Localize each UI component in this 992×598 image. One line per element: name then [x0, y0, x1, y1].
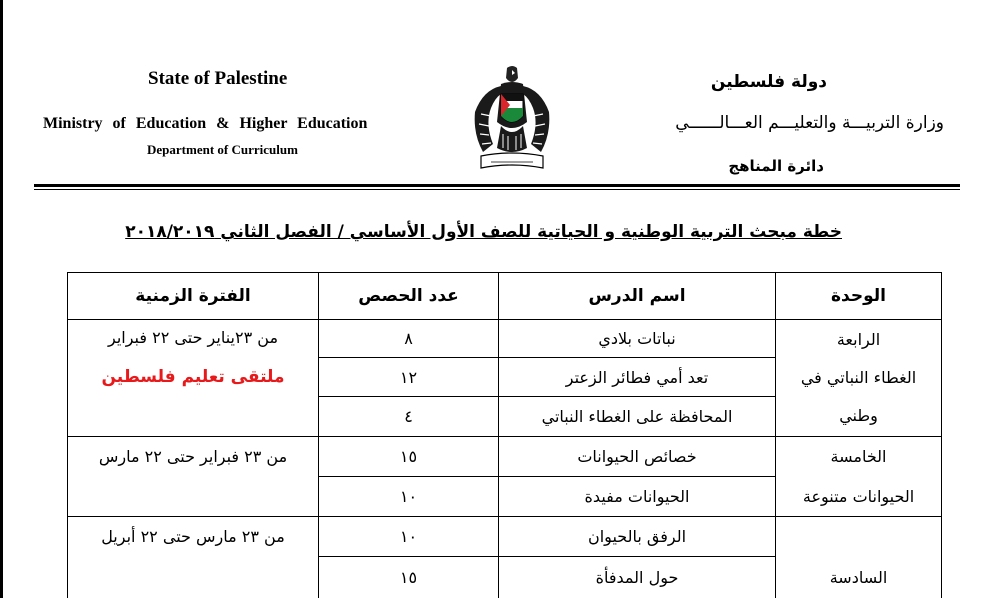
plan-title: خطة مبحث التربية الوطنية و الحياتية للصف الأول الأساسي / الفصل الثاني ٢٠١٨/٢٠١٩ — [125, 222, 842, 242]
header-en-ministry: Ministry of Education & Higher Education — [43, 115, 368, 132]
lesson-cell: تعد أمي فطائر الزعتر — [565, 367, 709, 387]
palestine-eagle-emblem-icon — [471, 64, 553, 176]
timeframe-1: من ٢٣يناير حتى ٢٢ فبراير — [108, 328, 279, 347]
periods-cell: ١٥ — [399, 567, 418, 587]
unit-6-line1: السادسة — [829, 567, 888, 587]
lesson-cell: نباتات بلادي — [598, 329, 676, 348]
lesson-cell: حول المدفأة — [595, 567, 679, 587]
lesson-cell: خصائص الحيوانات — [577, 447, 697, 466]
periods-cell: ١٥ — [399, 447, 418, 466]
unit-4-line3: وطني — [839, 406, 878, 425]
periods-cell: ١٠ — [399, 527, 418, 546]
header-lesson: اسم الدرس — [588, 286, 686, 306]
header-ar-ministry: وزارة التربيـــة والتعليـــم العـــالــــــي — [675, 113, 944, 133]
header-ar-department: دائرة المناهج — [728, 157, 824, 175]
unit-cell — [776, 320, 941, 436]
timeframe-cell: من ٢٣ مارس حتى ٢٢ أبريل — [101, 527, 285, 546]
watermark-text: ملتقى تعليم فلسطين — [101, 367, 285, 387]
periods-cell: ٨ — [404, 329, 413, 348]
periods-cell: ٤ — [404, 407, 413, 426]
timeframe-cell: من ٢٣ فبراير حتى ٢٢ مارس — [98, 447, 288, 466]
page-left-border — [0, 0, 3, 598]
header-ar-state: دولة فلسطين — [710, 72, 827, 92]
header-en-state: State of Palestine — [148, 68, 288, 89]
timeframe-cell — [68, 320, 318, 436]
header-en-department: Department of Curriculum — [147, 142, 298, 157]
header-rule-thick — [34, 184, 960, 187]
unit-cell — [776, 437, 941, 516]
header-unit: الوحدة — [831, 286, 886, 306]
lesson-cell: المحافظة على الغطاء النباتي — [541, 407, 733, 426]
lesson-cell: الحيوانات مفيدة — [584, 487, 690, 506]
unit-5-line1: الخامسة — [830, 446, 887, 466]
unit-4-line2: الغطاء النباتي في — [800, 368, 917, 387]
header-periods: عدد الحصص — [358, 286, 459, 306]
lesson-cell: الرفق بالحيوان — [587, 527, 687, 546]
header-rule-thin — [34, 189, 960, 190]
periods-cell: ١٢ — [399, 367, 418, 387]
unit-5-line2: الحيوانات متنوعة — [802, 486, 915, 506]
unit-cell — [776, 557, 941, 597]
unit-4-line1: الرابعة — [836, 330, 881, 349]
header-timeframe: الفترة الزمنية — [135, 286, 251, 306]
periods-cell: ١٠ — [399, 487, 418, 506]
